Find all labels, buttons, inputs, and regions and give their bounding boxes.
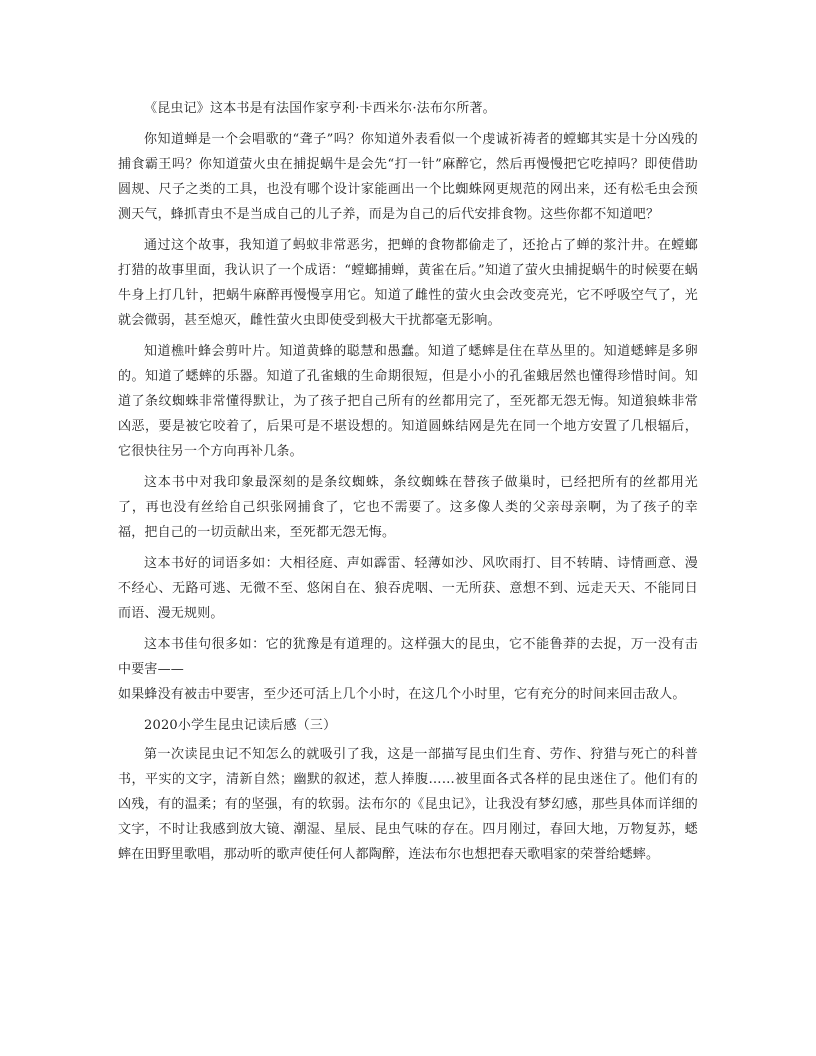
paragraph-vocabulary: 这本书好的词语多如：大相径庭、声如霹雷、轻薄如沙、风吹雨打、目不转睛、诗情画意、漫不经心、无路可逃、无微不至、悠闲自在、狼吞虎咽、一无所获、意想不到、远走天天、不能同日而语、漫无规则。 — [118, 556, 698, 621]
section-heading: 2020小学生昆虫记读后感（三） — [144, 718, 337, 733]
paragraph-knowledge: 知道樵叶蜂会剪叶片。知道黄蜂的聪慧和愚蠢。知道了蟋蟀是住在草丛里的。知道蟋蟀是多卵的。知道了蟋蟀的乐器。知道了孔雀蛾的生命期很短，但是小小的孔雀蛾居然也懂得珍惜时间。知道了条纹蜘蛛非常懂得默让，为了孩子把自己所有的丝都用完了，至死都无怨无悔。知道狼蛛非常凶恶，要是被它咬着了，后果可是不堪设想的。知道圆蛛结网是先在同一个地方安置了几根辐后，它很快往另一个方向再补几条。 — [118, 344, 698, 459]
paragraph-quotes: 这本书佳句很多如：它的犹豫是有道理的。这样强大的昆虫，它不能鲁莽的去捉，万一没有击中要害—— — [118, 637, 698, 677]
paragraph-impression: 这本书中对我印象最深刻的是条纹蜘蛛，条纹蜘蛛在替孩子做巢时，已经把所有的丝都用光了，再也没有丝给自己织张网捕食了，它也不需要了。这多像人类的父亲母亲啊，为了孩子的幸福，把自己的一切贡献出来，至死都无怨无悔。 — [118, 475, 698, 540]
paragraph-first-reading: 第一次读昆虫记不知怎么的就吸引了我，这是一部描写昆虫们生育、劳作、狩猎与死亡的科普书，平实的文字，清新自然；幽默的叙述，惹人捧腹……被里面各式各样的昆虫迷住了。他们有的凶残，有的温柔；有的坚强，有的软弱。法布尔的《昆虫记》，让我没有梦幻感，那些具体而详细的文字，不时让我感到放大镜、潮湿、星辰、昆虫气味的存在。四月刚过，春回大地，万物复苏，蟋蟀在田野里歌唱，那动听的歌声使任何人都陶醉，连法布尔也想把春天歌唱家的荣誉给蟋蟀。 — [118, 747, 698, 862]
paragraph-questions: 你知道蝉是一个会唱歌的“聋子”吗？你知道外表看似一个虔诚祈祷者的螳螂其实是十分凶残的捕食霸王吗？你知道萤火虫在捕捉蜗牛是会先“打一针”麻醉它，然后再慢慢把它吃掉吗？即使借助圆规、尺子之类的工具，也没有哪个设计家能画出一个比蜘蛛网更规范的网出来，还有松毛虫会预测天气，蜂抓青虫不是当成自己的儿子养，而是为自己的后代安排食物。这些你都不知道吧？ — [118, 132, 698, 222]
paragraph-story: 通过这个故事，我知道了蚂蚁非常恶劣，把蝉的食物都偷走了，还抢占了蝉的浆汁井。在螳螂打猎的故事里面，我认识了一个成语：“螳螂捕蝉，黄雀在后。”知道了萤火虫捕捉蜗牛的时候要在蜗牛身上打几针，把蜗牛麻醉再慢慢享用它。知道了雌性的萤火虫会改变亮光，它不呼吸空气了，光就会微弱，甚至熄灭，雌性萤火虫即使受到极大干扰都毫无影响。 — [118, 238, 698, 328]
document-body — [118, 96, 698, 871]
paragraph-intro: 《昆虫记》这本书是有法国作家亨利·卡西米尔·法布尔所著。 — [144, 101, 496, 116]
paragraph-quote-continued: 如果蜂没有被击中要害，至少还可活上几个小时，在这几个小时里，它有充分的时间来回击敌人。 — [118, 687, 686, 702]
